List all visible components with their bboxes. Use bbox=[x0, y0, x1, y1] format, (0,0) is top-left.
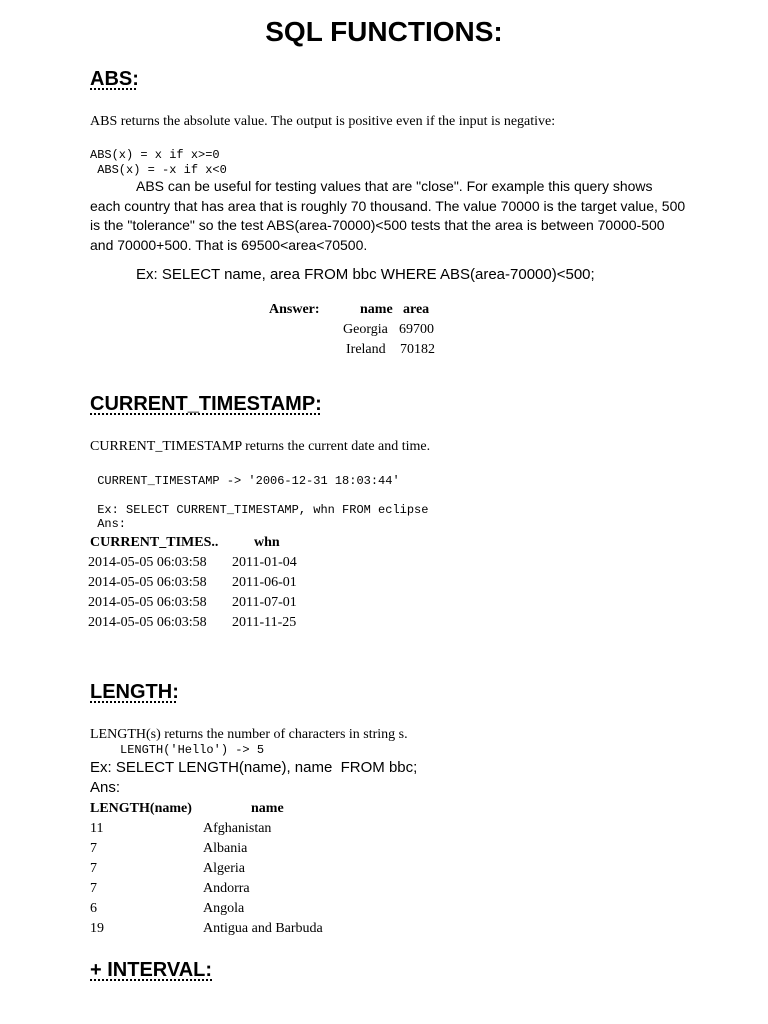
table-cell: Ireland bbox=[346, 342, 386, 357]
table-cell: Angola bbox=[203, 901, 245, 916]
current-timestamp-heading: CURRENT_TIMESTAMP: bbox=[90, 393, 322, 415]
abs-heading: ABS: bbox=[90, 68, 139, 90]
abs-answer-label: Answer: bbox=[269, 302, 320, 317]
abs-example-query: Ex: SELECT name, area FROM bbc WHERE ABS(area-70000)<500; bbox=[136, 266, 595, 283]
table-cell: Georgia bbox=[343, 322, 388, 337]
table-cell: Afghanistan bbox=[203, 821, 272, 836]
table-cell: 2014-05-05 06:03:58 bbox=[88, 575, 207, 590]
abs-explanation-line: each country that has area that is roughly 70 thousand. The value 70000 is the target value, 500 bbox=[90, 197, 686, 214]
current-timestamp-code-line-2: Ex: SELECT CURRENT_TIMESTAMP, whn FROM eclipse bbox=[90, 503, 429, 517]
length-example-query: Ex: SELECT LENGTH(name), name FROM bbc; bbox=[90, 759, 418, 776]
table-cell: 2011-01-04 bbox=[232, 555, 297, 570]
table-cell: 70182 bbox=[400, 342, 435, 357]
abs-code-line-1: ABS(x) = x if x>=0 bbox=[90, 148, 220, 162]
current-timestamp-col-header: CURRENT_TIMES.. bbox=[90, 535, 219, 550]
abs-explanation-line: is the "tolerance" so the test ABS(area-70000)<500 tests that the area is between 70000-500 bbox=[90, 217, 665, 233]
table-cell: Albania bbox=[203, 841, 248, 856]
length-ans-label: Ans: bbox=[90, 779, 121, 796]
table-cell: Algeria bbox=[203, 861, 245, 876]
table-cell: 7 bbox=[90, 841, 97, 856]
table-cell: 11 bbox=[90, 821, 104, 836]
abs-col-header: area bbox=[403, 302, 430, 317]
table-cell: 2011-11-25 bbox=[232, 615, 297, 630]
table-cell: 2014-05-05 06:03:58 bbox=[88, 595, 207, 610]
table-cell: 19 bbox=[90, 921, 104, 936]
abs-explanation-line: ABS can be useful for testing values that are "close". For example this query shows bbox=[136, 178, 653, 194]
length-code-line: LENGTH('Hello') -> 5 bbox=[120, 743, 265, 757]
abs-explanation bbox=[90, 177, 685, 255]
length-col-header: name bbox=[251, 801, 284, 816]
length-heading: LENGTH: bbox=[90, 681, 179, 703]
abs-col-header: name bbox=[360, 302, 393, 317]
table-cell: 69700 bbox=[399, 322, 434, 337]
table-cell: 2011-06-01 bbox=[232, 575, 297, 590]
table-cell: 2014-05-05 06:03:58 bbox=[88, 615, 207, 630]
current-timestamp-code-line-1: CURRENT_TIMESTAMP -> '2006-12-31 18:03:44' bbox=[90, 474, 400, 488]
table-cell: Andorra bbox=[203, 881, 250, 896]
abs-description: ABS returns the absolute value. The output is positive even if the input is negative: bbox=[90, 114, 556, 129]
table-cell: 2011-07-01 bbox=[232, 595, 297, 610]
table-cell: 6 bbox=[90, 901, 97, 916]
table-cell: 2014-05-05 06:03:58 bbox=[88, 555, 207, 570]
table-cell: 7 bbox=[90, 861, 97, 876]
current-timestamp-description: CURRENT_TIMESTAMP returns the current date and time. bbox=[90, 439, 431, 454]
current-timestamp-code-line-3: Ans: bbox=[90, 517, 127, 531]
current-timestamp-col-header: whn bbox=[254, 535, 280, 550]
length-col-header: LENGTH(name) bbox=[90, 801, 192, 816]
table-cell: 7 bbox=[90, 881, 97, 896]
abs-code-line-2: ABS(x) = -x if x<0 bbox=[90, 163, 227, 177]
length-description: LENGTH(s) returns the number of characters in string s. bbox=[90, 727, 408, 742]
table-cell: Antigua and Barbuda bbox=[203, 921, 323, 936]
page-title: SQL FUNCTIONS: bbox=[265, 16, 503, 47]
interval-heading: + INTERVAL: bbox=[90, 959, 213, 981]
abs-explanation-line: and 70000+500. That is 69500<area<70500. bbox=[90, 236, 368, 253]
